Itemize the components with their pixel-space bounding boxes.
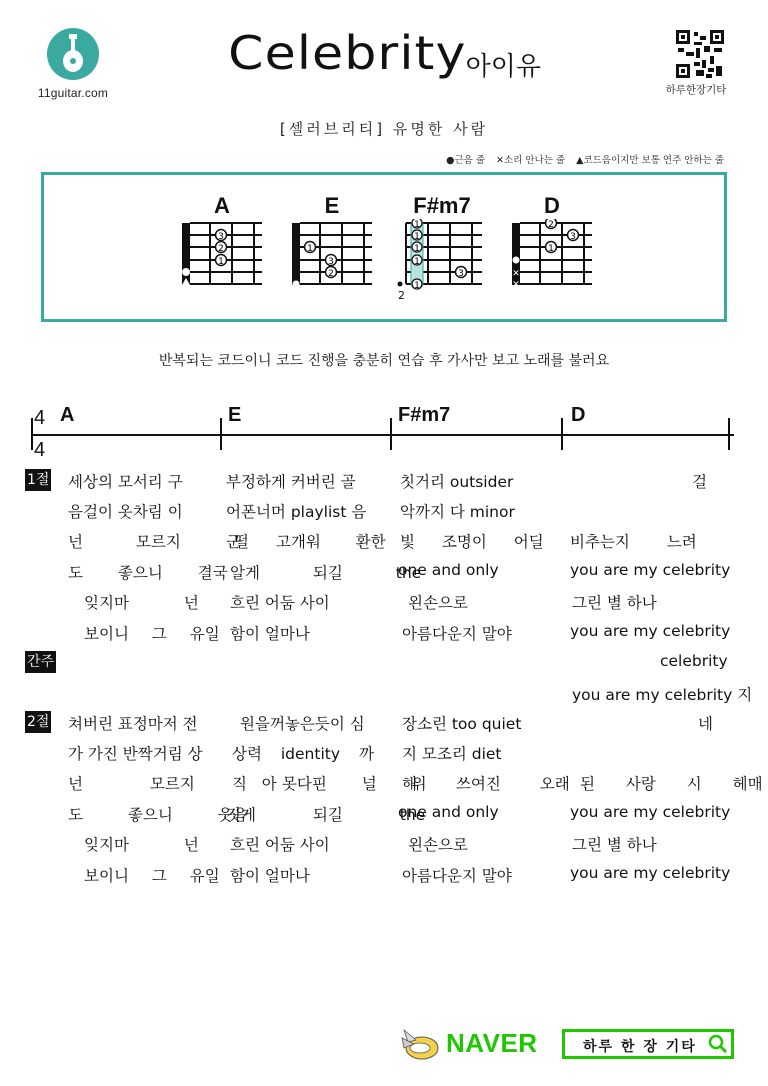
naver-mascot-icon bbox=[400, 1026, 440, 1062]
lyric-line bbox=[0, 500, 768, 526]
time-signature-bottom: 4 bbox=[34, 439, 46, 461]
lyric-segment: 넌 모르지 아 bbox=[68, 775, 277, 793]
lyric-segment: 군 고개워 환한 bbox=[226, 533, 386, 551]
measure-chord-a: A bbox=[60, 404, 75, 426]
lyric-segment: 도 좋으니 웃음 bbox=[68, 806, 248, 824]
lyric-line bbox=[0, 772, 768, 798]
song-title: Celebrity bbox=[228, 26, 467, 80]
lyric-line bbox=[0, 864, 768, 890]
song-title-block bbox=[200, 26, 580, 83]
svg-text:1: 1 bbox=[414, 244, 420, 254]
legend-root-string: ●근음 줄 bbox=[446, 155, 485, 166]
lyric-segment: celebrity bbox=[660, 652, 728, 670]
lyric-segment: 함이 얼마나 bbox=[230, 625, 310, 643]
measure-chord-d: D bbox=[571, 404, 586, 426]
chord-name: E bbox=[324, 193, 340, 218]
lyric-segment: 악까지 다 minor bbox=[400, 503, 515, 521]
search-icon[interactable] bbox=[705, 1032, 731, 1056]
legend-optional-string: ▲코드음이지만 보통 연주 안하는 줄 bbox=[576, 155, 724, 166]
fretboard-fsharpm7 bbox=[392, 219, 492, 299]
lyric-segment: 해 쓰여진 오래 bbox=[402, 775, 570, 793]
svg-text:✕: ✕ bbox=[512, 280, 520, 289]
site-logo bbox=[28, 28, 118, 100]
lyric-segment: 알게 되길 the bbox=[230, 564, 422, 582]
lyric-segment: 함이 얼마나 bbox=[230, 867, 310, 885]
practice-instruction: 반복되는 코드이니 코드 진행을 충분히 연습 후 가사만 보고 노래를 불러요 bbox=[158, 353, 610, 369]
lyric-segment: 음걸이 옷차림 이 bbox=[68, 503, 183, 521]
lyric-segment: 네 bbox=[698, 715, 713, 733]
footer-banner bbox=[400, 1026, 736, 1062]
lyric-line bbox=[0, 591, 768, 617]
lyric-segment: 짓게 되길 the bbox=[226, 806, 426, 824]
svg-text:1: 1 bbox=[414, 232, 420, 242]
chord-diagram-panel bbox=[41, 172, 727, 322]
svg-text:1: 1 bbox=[414, 220, 420, 230]
chord-name: A bbox=[214, 193, 230, 218]
svg-text:2: 2 bbox=[218, 244, 224, 254]
lyric-segment: you are my celebrity bbox=[570, 561, 731, 579]
lyric-segment: you are my celebrity 지 bbox=[572, 686, 753, 704]
lyric-line bbox=[0, 561, 768, 587]
chord-diagram-a bbox=[172, 193, 272, 293]
verse2-label: 2절 bbox=[25, 711, 51, 733]
lyric-segment: you are my celebrity bbox=[570, 864, 731, 882]
guitar-logo-icon bbox=[47, 28, 99, 80]
chord-name: F#m7 bbox=[413, 193, 471, 218]
fret-position-label: 2 bbox=[398, 289, 405, 302]
lyric-segment: 빛 조명이 어딜 bbox=[400, 533, 544, 551]
lyric-segment: 된 사랑 시 헤매 bbox=[580, 775, 763, 793]
svg-text:3: 3 bbox=[328, 257, 334, 267]
lyric-segment: you are my celebrity bbox=[570, 803, 731, 821]
fretboard-a bbox=[172, 219, 272, 289]
naver-brand: NAVER bbox=[446, 1028, 538, 1058]
lyric-segment: 흐린 어둠 사이 bbox=[230, 594, 330, 612]
svg-text:1: 1 bbox=[218, 257, 224, 267]
lyric-segment: one and only bbox=[398, 803, 499, 821]
lyric-segment: 흐린 어둠 사이 bbox=[230, 836, 330, 854]
lyric-segment: 칫거리 outsider bbox=[400, 473, 514, 491]
lyric-segment: 보이니 그 유일 bbox=[84, 625, 220, 643]
search-query: 하루 한 장 기타 bbox=[583, 1039, 697, 1055]
measure-bar bbox=[390, 418, 392, 450]
chord-measure bbox=[28, 400, 734, 460]
lyric-segment: 잊지마 넌 bbox=[84, 836, 199, 854]
lyric-line bbox=[0, 803, 768, 829]
chord-diagram-e bbox=[282, 193, 382, 293]
measure-bar-end bbox=[728, 418, 730, 450]
lyric-segment: 도 좋으니 결국 bbox=[68, 564, 228, 582]
lyric-line bbox=[0, 683, 768, 709]
qr-caption: 하루한장기타 bbox=[665, 84, 727, 96]
lyric-segment: 그린 별 하나 bbox=[572, 836, 657, 854]
measure-bar bbox=[561, 418, 563, 450]
time-signature-top: 4 bbox=[34, 407, 46, 429]
measure-chord-fsharpm7: F#m7 bbox=[398, 404, 451, 426]
fretboard-e bbox=[282, 219, 382, 289]
fretboard-d bbox=[502, 219, 602, 289]
lyric-segment: 아름다운지 말야 bbox=[402, 867, 512, 885]
lyric-segment: 왼손으로 bbox=[408, 594, 468, 612]
lyric-segment: 가 가진 반짝거림 상 bbox=[68, 745, 203, 763]
chord-diagram-fsharpm7 bbox=[392, 193, 492, 303]
lyric-line bbox=[0, 712, 768, 738]
qr-code[interactable] bbox=[665, 30, 728, 97]
lyric-segment: 원을꺼놓은듯이 심 bbox=[240, 715, 365, 733]
interlude-label: 간주 bbox=[25, 651, 56, 673]
legend-muted-string: ✕소리 안나는 줄 bbox=[496, 155, 566, 166]
lyric-segment: one and only bbox=[398, 561, 499, 579]
lyric-segment: 걸 bbox=[692, 473, 707, 491]
lyric-segment: 비추는지 느려 bbox=[570, 533, 697, 551]
lyric-line bbox=[0, 470, 768, 496]
chord-name: D bbox=[544, 193, 560, 218]
chord-diagram-d bbox=[502, 193, 602, 293]
lyric-segment: 아름다운지 말야 bbox=[402, 625, 512, 643]
lyric-segment: 넌 모르지 떨 bbox=[68, 533, 249, 551]
lyric-segment: 직 못다핀 널 위 bbox=[232, 775, 427, 793]
lyric-segment: 장소린 too quiet bbox=[402, 715, 522, 733]
legend bbox=[438, 152, 724, 166]
measure-bar-start bbox=[31, 418, 33, 450]
lyric-segment: 왼손으로 bbox=[408, 836, 468, 854]
lyric-segment: you are my celebrity bbox=[570, 622, 731, 640]
lyric-segment: 부정하게 커버린 골 bbox=[226, 473, 356, 491]
qr-code-icon bbox=[676, 30, 724, 78]
svg-text:2: 2 bbox=[328, 269, 334, 279]
svg-text:2: 2 bbox=[548, 220, 554, 230]
verse1-label: 1절 bbox=[25, 469, 51, 491]
lyric-line bbox=[0, 833, 768, 859]
measure-line bbox=[32, 434, 734, 436]
logo-text: 11guitar.com bbox=[37, 86, 109, 100]
artist-name: 아이유 bbox=[465, 52, 541, 82]
svg-text:✕: ✕ bbox=[512, 269, 520, 279]
lyric-segment: 잊지마 넌 bbox=[84, 594, 199, 612]
lyric-line bbox=[0, 742, 768, 768]
song-subtitle: [셀러브리티] 유명한 사람 bbox=[279, 120, 489, 138]
lyric-segment: 그린 별 하나 bbox=[572, 594, 657, 612]
svg-text:1: 1 bbox=[548, 244, 554, 254]
svg-text:3: 3 bbox=[458, 269, 464, 279]
lyric-line bbox=[0, 652, 768, 678]
svg-text:1: 1 bbox=[414, 257, 420, 267]
svg-text:1: 1 bbox=[307, 244, 313, 254]
naver-search-box[interactable] bbox=[562, 1029, 734, 1059]
lyric-segment: 상력 identity 까 bbox=[232, 745, 374, 763]
lyric-line bbox=[0, 530, 768, 556]
lyric-segment: 지 모조리 diet bbox=[402, 745, 502, 763]
svg-text:1: 1 bbox=[414, 281, 420, 291]
measure-chord-e: E bbox=[228, 404, 242, 426]
lyric-segment: 쳐버린 표정마저 전 bbox=[68, 715, 198, 733]
svg-text:3: 3 bbox=[570, 232, 576, 242]
svg-text:3: 3 bbox=[218, 232, 224, 242]
lyric-segment: 어폰너머 playlist 음 bbox=[226, 503, 367, 521]
lyric-segment: 보이니 그 유일 bbox=[84, 867, 220, 885]
measure-bar bbox=[220, 418, 222, 450]
lyric-line bbox=[0, 622, 768, 648]
lyric-segment: 세상의 모서리 구 bbox=[68, 473, 183, 491]
